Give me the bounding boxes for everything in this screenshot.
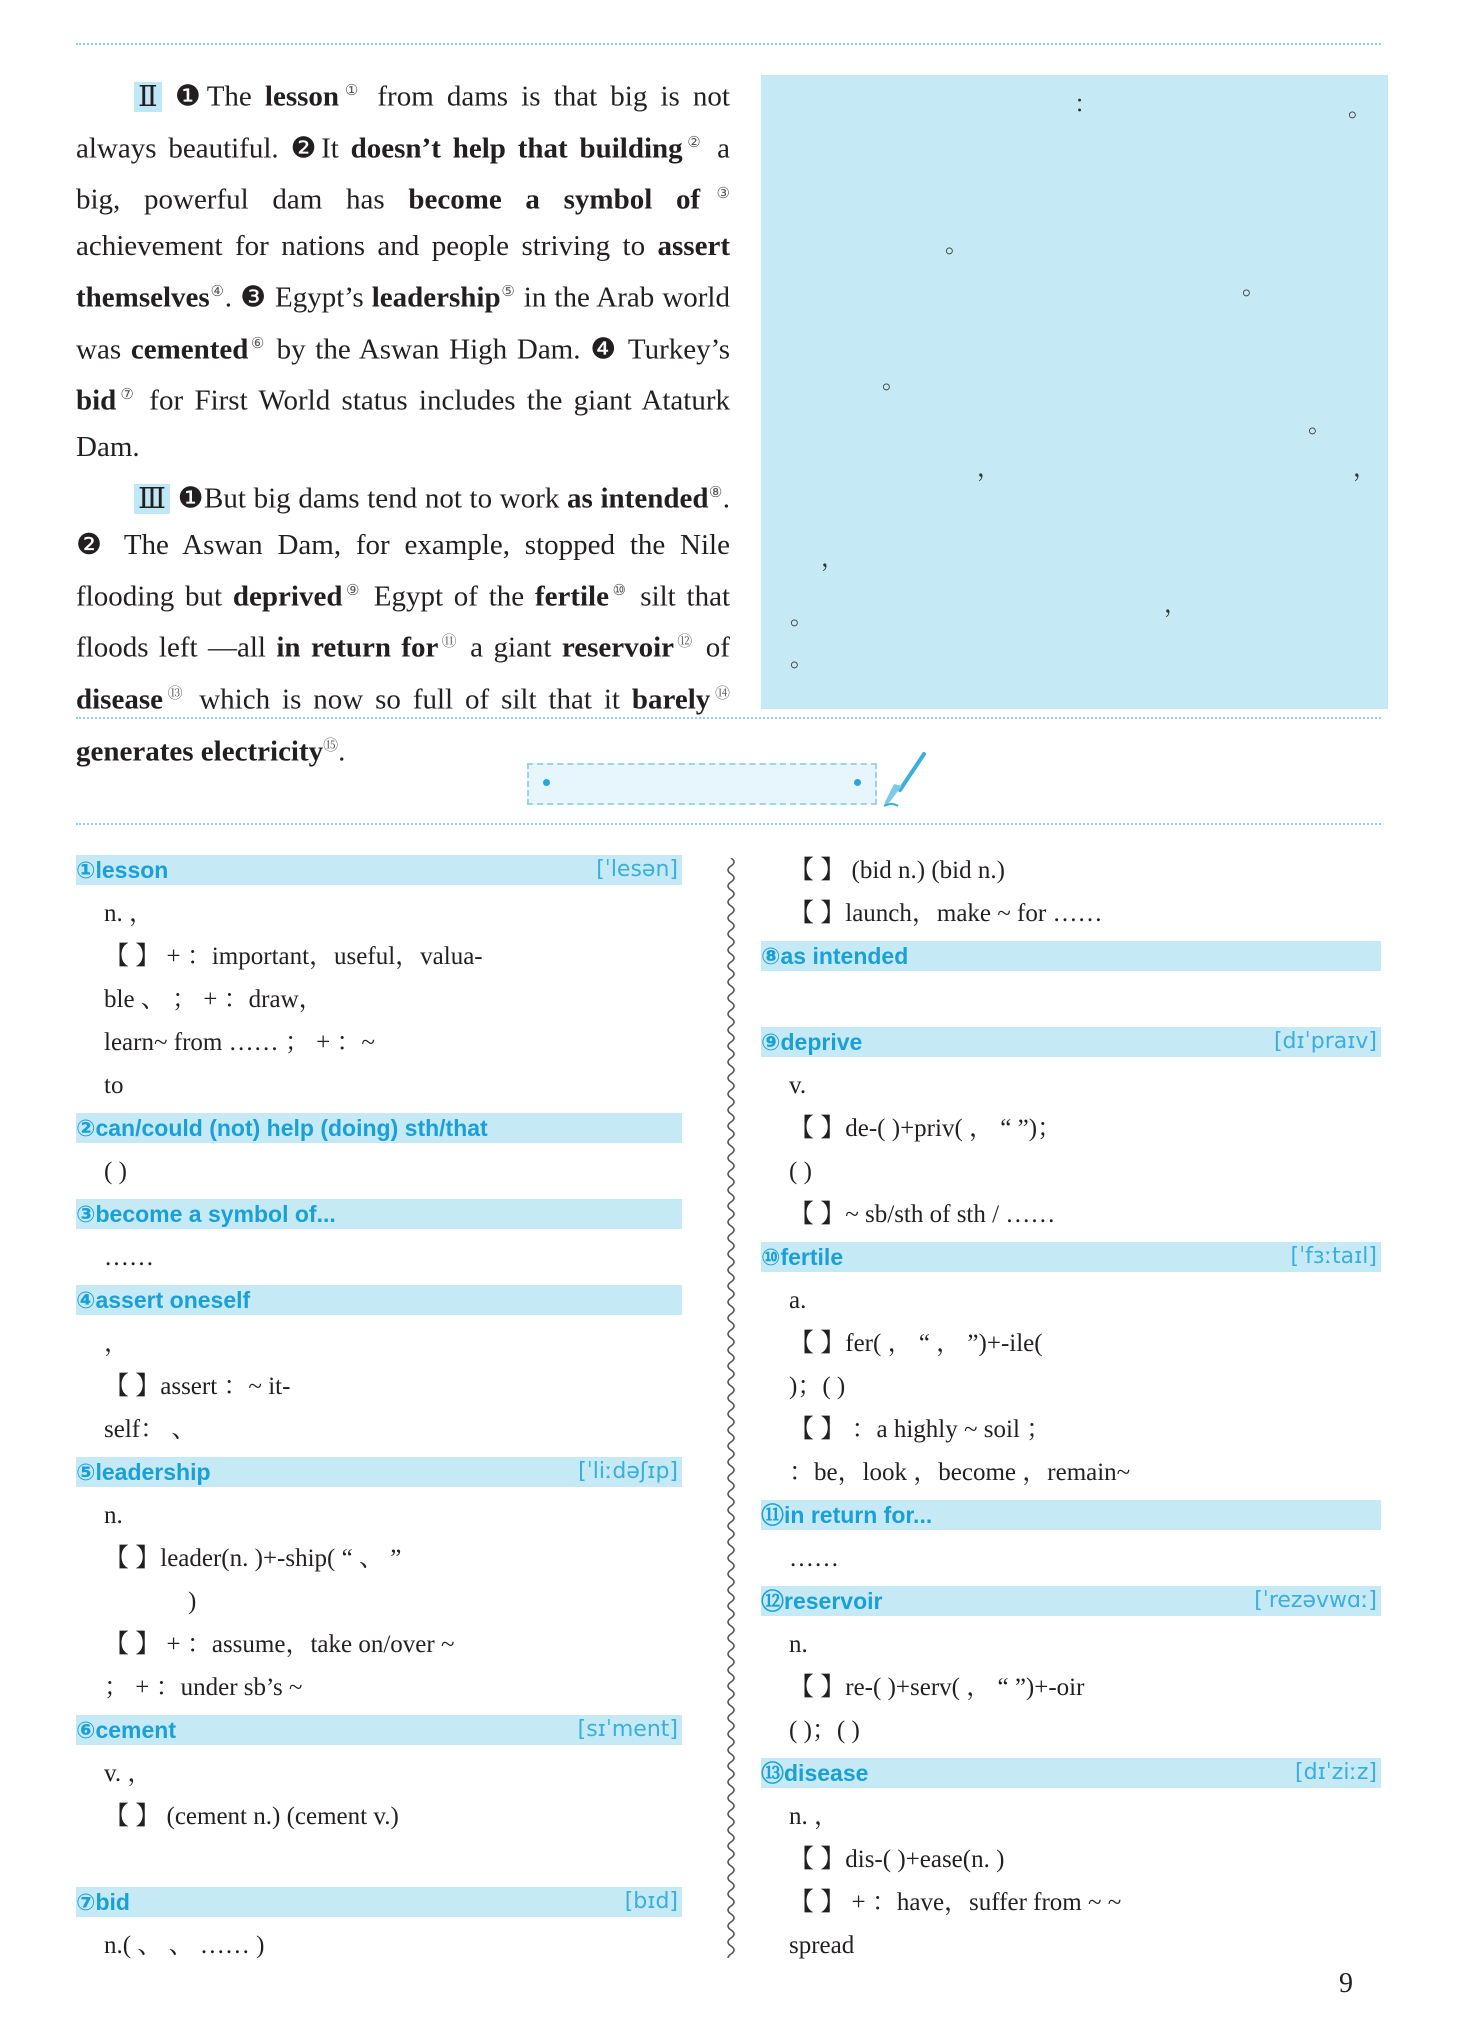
key-phrase: as intended	[567, 482, 709, 515]
key-phrase: reservoir	[561, 631, 675, 664]
vocab-entry-header	[76, 1715, 682, 1745]
vocab-line: 【 】re-( )+serv( ， “ ”)+-oir	[789, 1674, 1085, 1701]
vocab-entry-header	[761, 1758, 1381, 1788]
translation-box	[761, 75, 1388, 709]
phonetic: [ˈlesən]	[596, 857, 678, 882]
vocab-line: n. ，	[789, 1803, 840, 1830]
translation-punctuation: ，	[1353, 454, 1377, 482]
phonetic: [dɪˈpraɪv]	[1273, 1029, 1377, 1054]
key-phrase: barely	[631, 683, 711, 716]
note-marker: ⑭	[710, 685, 730, 702]
vocab-line: self： 、	[104, 1416, 197, 1443]
vocab-line: learn~ from …… ； + ：~	[104, 1029, 375, 1056]
passage-text: ❶The	[161, 80, 265, 113]
vocab-entry-header	[761, 1500, 1381, 1530]
note-marker: ①	[339, 83, 365, 99]
vocab-line: 【 】 + ：have，suffer from ~ ~	[789, 1889, 1122, 1916]
passage-text: from dams is that big is not always beautiful. ❷It	[76, 80, 730, 165]
banner-dot-left	[543, 779, 550, 786]
vocab-headword: ③become a symbol of...	[76, 1201, 336, 1227]
top-divider	[76, 43, 1381, 45]
passage-text: .	[338, 735, 346, 768]
passage-bottom-divider	[76, 717, 1381, 719]
translation-punctuation: 。	[1348, 94, 1372, 122]
vocab-headword: ⑩fertile	[761, 1244, 844, 1270]
vocab-headword: ②can/could (not) help (doing) sth/that	[76, 1115, 488, 1141]
vocab-entry-header	[76, 855, 682, 885]
vocab-line: n. ，	[104, 900, 155, 927]
paragraph-2	[76, 68, 730, 470]
key-phrase: lesson	[264, 80, 340, 113]
note-marker: ⑬	[163, 685, 188, 702]
passage-text: in the Arab world was	[76, 281, 730, 366]
key-phrase: leadership	[371, 281, 501, 314]
reading-passage	[76, 68, 730, 774]
note-marker: ②	[682, 134, 706, 151]
vocab-line: 【 】~ sb/sth of sth / ……	[789, 1201, 1056, 1228]
phonetic: [sɪˈment]	[577, 1717, 678, 1742]
vocab-line	[76, 1838, 682, 1881]
note-marker: ⑦	[116, 387, 138, 404]
section-banner	[527, 763, 877, 805]
vocab-line: 【 】assert ：~ it-	[104, 1373, 291, 1400]
vocab-line: ：be，look ，become ，remain~	[789, 1459, 1131, 1486]
phonetic: [ˈliːdəʃɪp]	[578, 1459, 678, 1484]
passage-text: Egypt of the	[362, 580, 535, 613]
vocab-entry-header	[76, 1113, 682, 1143]
vocab-column-left	[76, 849, 682, 1967]
vocab-entry-header	[761, 1027, 1381, 1057]
vocab-line: 【 】 (cement n.) (cement v.)	[104, 1803, 399, 1830]
vocab-column-right	[761, 849, 1381, 1967]
vocab-headword: ⑧as intended	[761, 943, 909, 969]
vocab-line: to	[104, 1072, 124, 1099]
translation-punctuation: 。	[790, 602, 814, 630]
vocab-line: n.( 、 、 …… )	[104, 1932, 265, 1959]
vocab-headword: ⑪in return for...	[761, 1502, 933, 1528]
vocab-line: ( )；( )	[789, 1717, 860, 1744]
vocab-line: n.	[104, 1502, 123, 1529]
paragraph-number: Ⅲ	[134, 484, 170, 514]
key-phrase: cemented	[130, 333, 249, 366]
passage-text: silt that floods left —all	[76, 580, 730, 664]
key-phrase: bid	[76, 384, 117, 417]
passage-text: which is now so full of silt that it	[187, 683, 632, 716]
key-phrase: in return for	[276, 631, 439, 664]
key-phrase: become a symbol of	[408, 183, 701, 216]
vocab-line: 【 】dis-( )+ease(n. )	[789, 1846, 1005, 1873]
vocab-line: 【 】launch，make ~ for ……	[789, 900, 1103, 927]
vocab-line: a.	[789, 1287, 807, 1314]
vocab-line: 【 】 + ：assume，take on/over ~	[104, 1631, 455, 1658]
vocab-line: ……	[104, 1244, 154, 1271]
vocab-line: 【 】fer( ， “ ， ”)+-ile(	[789, 1330, 1043, 1357]
key-phrase: generates electricity	[76, 735, 324, 768]
vocab-headword: ⑥cement	[76, 1717, 177, 1743]
passage-text: a big, powerful dam has	[76, 132, 730, 216]
vocab-headword: ⑦bid	[76, 1889, 130, 1915]
vocab-headword: ⑨deprive	[761, 1029, 863, 1055]
vocab-headword: ④assert oneself	[76, 1287, 251, 1313]
vocab-line: ble 、 ； + ：draw，	[104, 986, 324, 1013]
vocab-line: v. ，	[104, 1760, 153, 1787]
vocab-line: 【 】leader(n. )+-ship( “ 、 ”	[104, 1545, 402, 1572]
vocab-line: ( )	[104, 1158, 127, 1185]
vocab-line: ； + ：under sb’s ~	[104, 1674, 303, 1701]
vocab-entry-header	[761, 1586, 1381, 1616]
note-marker: ⑮	[323, 737, 339, 754]
passage-text: for First World status includes the giant Ataturk Dam.	[76, 384, 730, 463]
key-phrase: disease	[76, 683, 163, 716]
vocab-line: ……	[789, 1545, 839, 1572]
passage-text: by the Aswan High Dam. ❹ Turkey’s	[266, 333, 730, 366]
note-marker: ④	[209, 283, 225, 300]
vocab-entry-header	[76, 1457, 682, 1487]
vocab-line: 【 】 ：a highly ~ soil ；	[789, 1416, 1052, 1443]
vocab-line: 【 】 (bid n.) (bid n.)	[789, 857, 1005, 884]
vocab-line: v.	[789, 1072, 807, 1099]
vocab-line: spread	[789, 1932, 855, 1959]
passage-text: of	[695, 631, 730, 664]
vocab-entry-header	[76, 1285, 682, 1315]
translation-punctuation: 。	[1242, 272, 1266, 300]
note-marker: ⑧	[708, 484, 723, 501]
page-number: 9	[1339, 1968, 1353, 1999]
vocab-headword: ⑫reservoir	[761, 1588, 883, 1614]
key-phrase: assert themselves	[76, 229, 730, 314]
note-marker: ⑨	[342, 582, 363, 599]
paragraph-number: Ⅱ	[134, 82, 162, 112]
passage-text: achievement for nations and people striving to	[76, 229, 658, 262]
translation-punctuation: ，	[821, 544, 845, 572]
note-marker: ⑥	[248, 335, 267, 352]
passage-text: ❶But big dams tend not to work	[169, 482, 568, 515]
vocab-line: ( )	[789, 1158, 812, 1185]
column-divider	[723, 858, 739, 1958]
paragraph-3	[76, 470, 730, 774]
translation-punctuation: 。	[945, 230, 969, 258]
vocab-line	[761, 978, 1381, 1021]
passage-text: . ❸ Egypt’s	[224, 281, 372, 314]
vocab-entry-header	[761, 1242, 1381, 1272]
banner-dot-right	[854, 779, 861, 786]
translation-punctuation: ，	[1164, 590, 1188, 618]
passage-text: a giant	[459, 631, 562, 664]
vocab-line: ，	[104, 1330, 130, 1357]
note-marker: ⑫	[674, 634, 696, 651]
note-marker: ⑩	[608, 582, 630, 599]
vocab-top-divider	[76, 823, 1381, 825]
vocab-headword: ⑤leadership	[76, 1459, 211, 1485]
key-phrase: deprived	[232, 580, 343, 613]
phonetic: [ˈfɜːtaɪl]	[1290, 1244, 1377, 1269]
note-marker: ⑪	[438, 634, 460, 651]
translation-punctuation: ：	[1074, 90, 1098, 118]
vocab-headword: ①lesson	[76, 857, 169, 883]
vocab-entry-header	[761, 941, 1381, 971]
passage-text: . ❷ The Aswan Dam, for example, stopped the Nile flooding but	[76, 482, 730, 613]
vocab-line: )	[188, 1588, 197, 1615]
vocab-headword: ⑬disease	[761, 1760, 869, 1786]
vocab-entry-header	[76, 1887, 682, 1917]
vocab-line: 【 】de-( )+priv( ， “ ”)；	[789, 1115, 1063, 1142]
brush-icon	[880, 750, 930, 810]
translation-punctuation: ，	[977, 454, 1001, 482]
vocab-line: )；( )	[789, 1373, 846, 1400]
vocab-line: n.	[789, 1631, 808, 1658]
key-phrase: fertile	[534, 580, 609, 613]
vocab-line: 【 】 + ：important，useful，valua-	[104, 943, 483, 970]
phonetic: [bɪd]	[624, 1889, 678, 1914]
translation-punctuation: 。	[882, 366, 906, 394]
phonetic: [ˈrezəvwɑː]	[1254, 1588, 1377, 1613]
phonetic: [dɪˈziːz]	[1295, 1760, 1377, 1785]
translation-punctuation: 。	[790, 644, 814, 672]
key-phrase: doesn’t help that building	[350, 132, 683, 165]
note-marker: ③	[700, 186, 730, 203]
note-marker: ⑤	[500, 283, 516, 300]
vocab-entry-header	[76, 1199, 682, 1229]
translation-punctuation: 。	[1308, 410, 1332, 438]
